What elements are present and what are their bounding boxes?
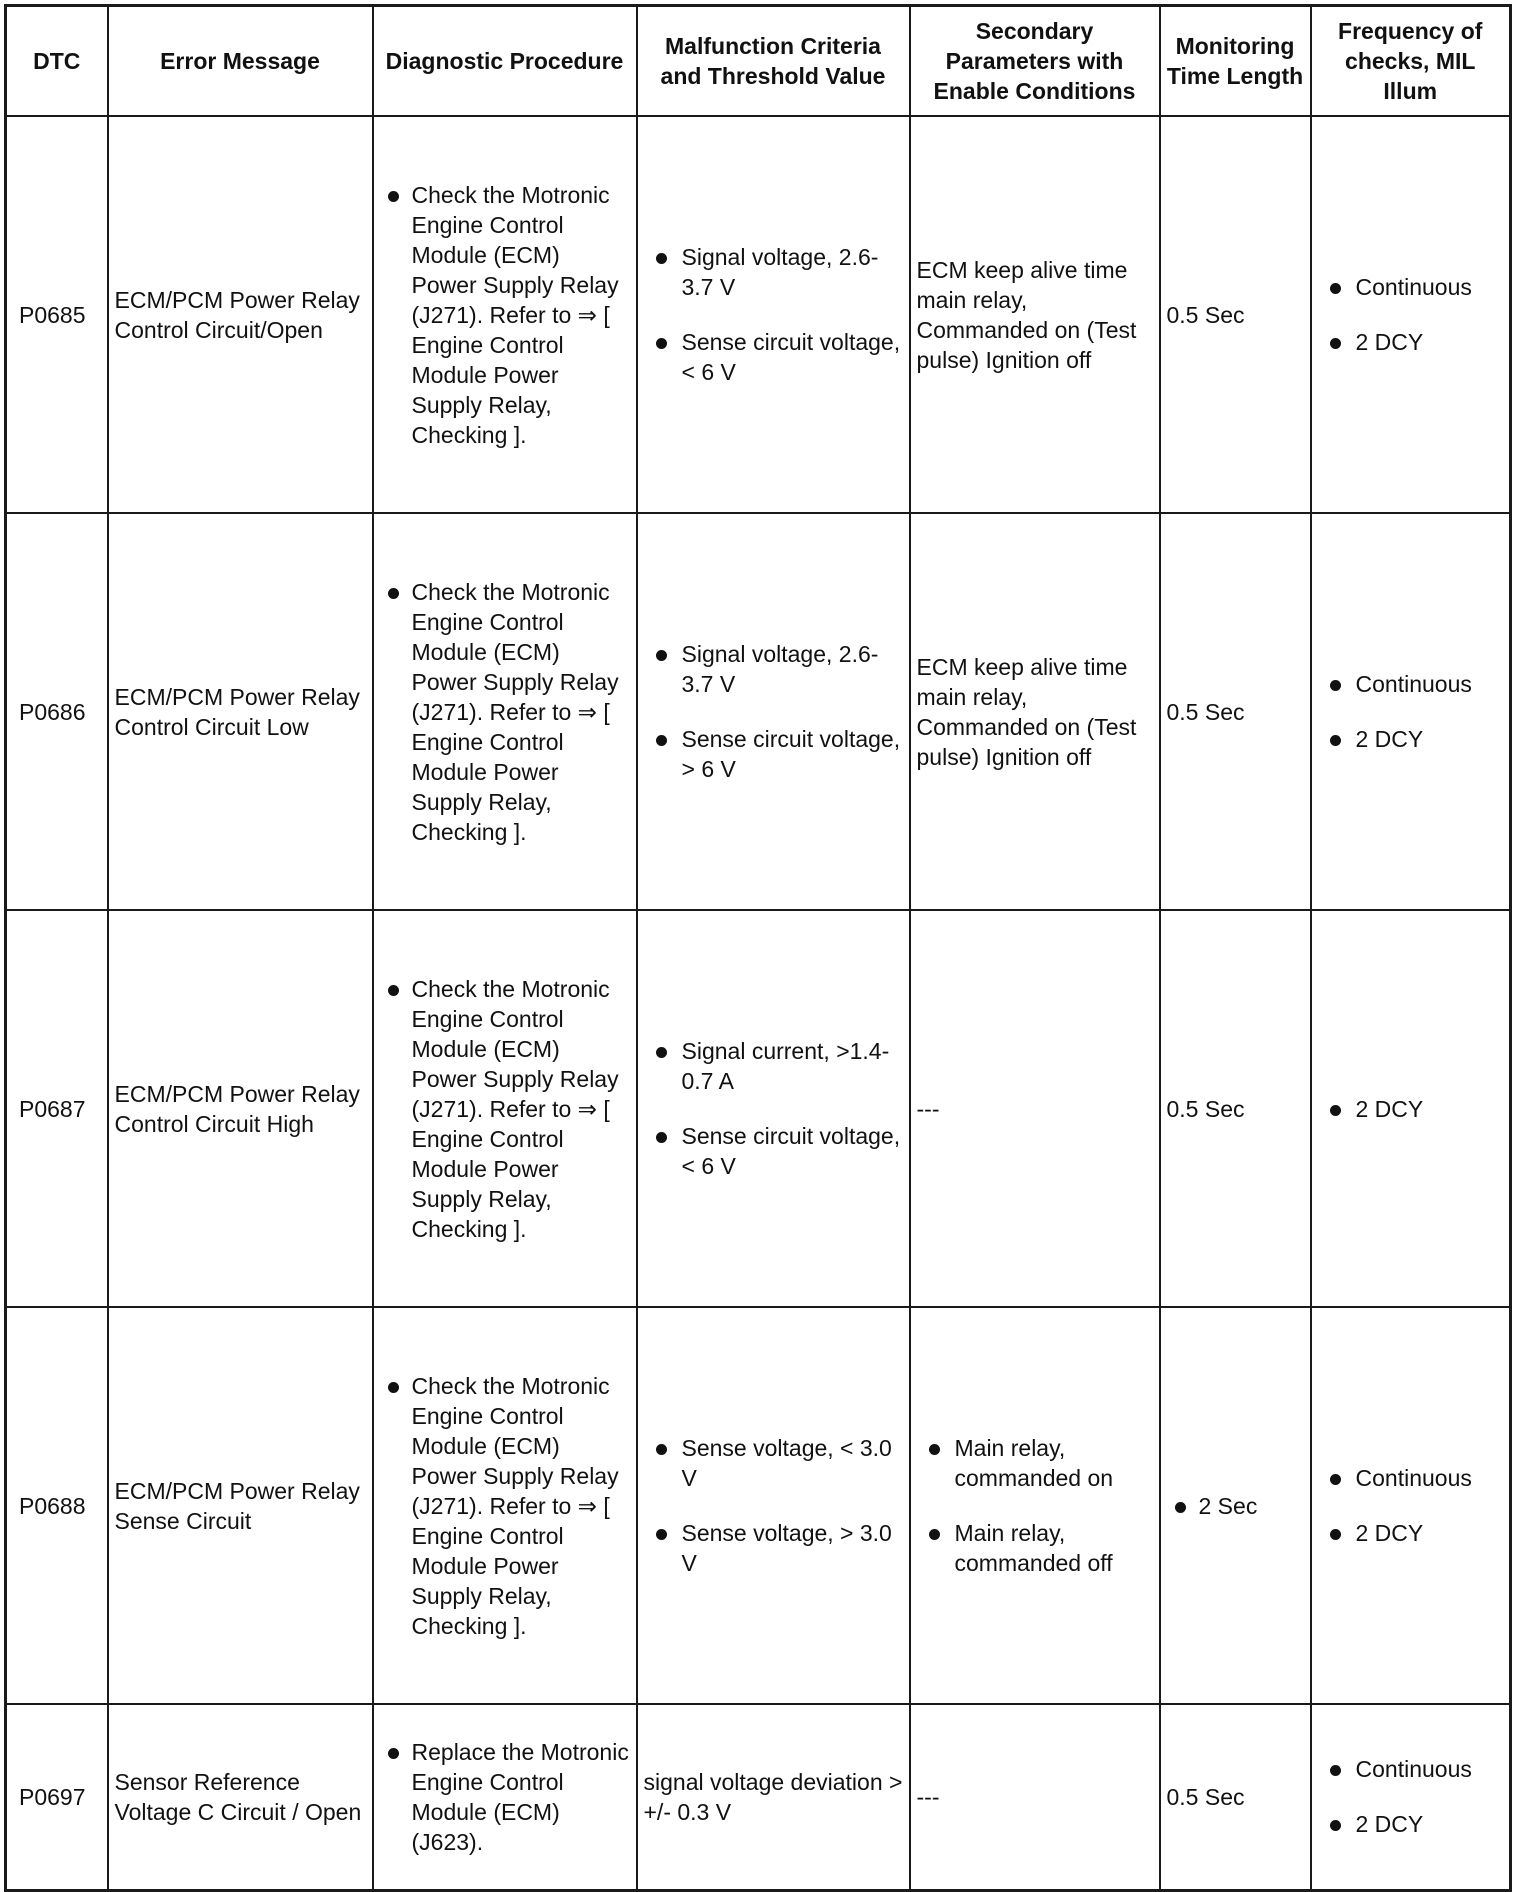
frequency — [1311, 1307, 1511, 1704]
list-item: 2 DCY — [1318, 1809, 1504, 1839]
error-message: ECM/PCM Power Relay Control Circuit/Open — [108, 116, 373, 513]
list-item: Continuous — [1318, 272, 1504, 302]
list-item: Sense voltage, > 3.0 V — [644, 1518, 903, 1578]
list-item: 2 DCY — [1318, 724, 1504, 754]
dtc-code: P0697 — [6, 1704, 108, 1890]
list-item: Check the Motronic Engine Control Module (ECM) Power Supply Relay (J271). Refer to ⇒ [ Engine Control Module Power Supply Relay, Checking ]. — [380, 577, 630, 847]
list-item: 2 DCY — [1318, 327, 1504, 357]
diagnostic-procedure — [373, 1307, 637, 1704]
monitoring-time: 0.5 Sec — [1160, 1704, 1311, 1890]
list-item: 2 DCY — [1318, 1518, 1504, 1548]
list-item: Main relay, commanded off — [917, 1518, 1153, 1578]
dtc-code: P0688 — [6, 1307, 108, 1704]
header-malfunction-criteria: Malfunction Criteria and Threshold Value — [637, 6, 910, 117]
monitoring-time: 0.5 Sec — [1160, 116, 1311, 513]
secondary-parameters: ECM keep alive time main relay, Commanded on (Test pulse) Ignition off — [910, 513, 1160, 910]
error-message: ECM/PCM Power Relay Control Circuit High — [108, 910, 373, 1307]
list-item: 2 DCY — [1318, 1094, 1504, 1124]
list-item: Signal current, >1.4-0.7 A — [644, 1036, 903, 1096]
frequency — [1311, 910, 1511, 1307]
monitoring-time: 0.5 Sec — [1160, 910, 1311, 1307]
diagnostic-procedure — [373, 1704, 637, 1890]
frequency — [1311, 513, 1511, 910]
header-monitoring-time: Monitoring Time Length — [1160, 6, 1311, 117]
malfunction-criteria — [637, 116, 910, 513]
list-item: Signal voltage, 2.6-3.7 V — [644, 242, 903, 302]
table-row — [6, 910, 1511, 1307]
list-item: Sense circuit voltage, < 6 V — [644, 327, 903, 387]
header-error-message: Error Message — [108, 6, 373, 117]
list-item: Check the Motronic Engine Control Module (ECM) Power Supply Relay (J271). Refer to ⇒ [ Engine Control Module Power Supply Relay, Checking ]. — [380, 180, 630, 450]
header-dtc: DTC — [6, 6, 108, 117]
list-item: 2 Sec — [1167, 1491, 1304, 1521]
list-item: Continuous — [1318, 669, 1504, 699]
list-item: Replace the Motronic Engine Control Module (ECM) (J623). — [380, 1737, 630, 1857]
header-secondary-parameters: Secondary Parameters with Enable Conditions — [910, 6, 1160, 117]
secondary-parameters: ECM keep alive time main relay, Commanded on (Test pulse) Ignition off — [910, 116, 1160, 513]
error-message: ECM/PCM Power Relay Control Circuit Low — [108, 513, 373, 910]
dtc-document — [4, 4, 1509, 1876]
table-row — [6, 116, 1511, 513]
error-message: Sensor Reference Voltage C Circuit / Open — [108, 1704, 373, 1890]
diagnostic-procedure — [373, 910, 637, 1307]
monitoring-time — [1160, 1307, 1311, 1704]
diagnostic-procedure — [373, 116, 637, 513]
secondary-parameters: --- — [910, 1704, 1160, 1890]
header-frequency: Frequency of checks, MIL Illum — [1311, 6, 1511, 117]
list-item: Sense circuit voltage, > 6 V — [644, 724, 903, 784]
frequency — [1311, 1704, 1511, 1890]
list-item: Check the Motronic Engine Control Module (ECM) Power Supply Relay (J271). Refer to ⇒ [ Engine Control Module Power Supply Relay, Checking ]. — [380, 974, 630, 1244]
malfunction-criteria — [637, 1307, 910, 1704]
secondary-parameters — [910, 1307, 1160, 1704]
diagnostic-procedure — [373, 513, 637, 910]
header-row — [6, 6, 1511, 117]
frequency — [1311, 116, 1511, 513]
list-item: Signal voltage, 2.6-3.7 V — [644, 639, 903, 699]
list-item: Continuous — [1318, 1754, 1504, 1784]
list-item: Main relay, commanded on — [917, 1433, 1153, 1493]
list-item: Sense circuit voltage, < 6 V — [644, 1121, 903, 1181]
table-row — [6, 513, 1511, 910]
table-row — [6, 1704, 1511, 1890]
dtc-code: P0685 — [6, 116, 108, 513]
list-item: Check the Motronic Engine Control Module (ECM) Power Supply Relay (J271). Refer to ⇒ [ Engine Control Module Power Supply Relay, Checking ]. — [380, 1371, 630, 1641]
table-row — [6, 1307, 1511, 1704]
dtc-table — [4, 4, 1512, 1892]
secondary-parameters: --- — [910, 910, 1160, 1307]
malfunction-criteria — [637, 513, 910, 910]
monitoring-time: 0.5 Sec — [1160, 513, 1311, 910]
list-item: Sense voltage, < 3.0 V — [644, 1433, 903, 1493]
dtc-code: P0687 — [6, 910, 108, 1307]
malfunction-criteria: signal voltage deviation > +/- 0.3 V — [637, 1704, 910, 1890]
malfunction-criteria — [637, 910, 910, 1307]
error-message: ECM/PCM Power Relay Sense Circuit — [108, 1307, 373, 1704]
header-diagnostic-procedure: Diagnostic Procedure — [373, 6, 637, 117]
dtc-code: P0686 — [6, 513, 108, 910]
list-item: Continuous — [1318, 1463, 1504, 1493]
